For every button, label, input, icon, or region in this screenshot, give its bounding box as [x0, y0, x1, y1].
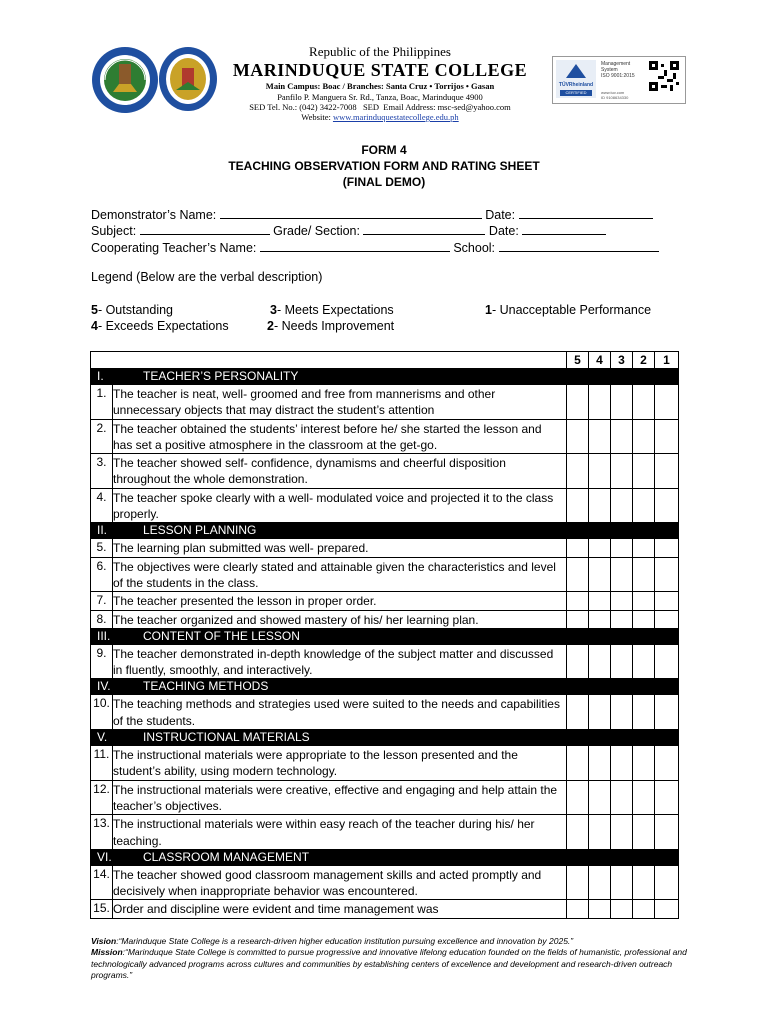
website-link[interactable]: www.marinduquestatecollege.edu.ph [332, 112, 459, 122]
criterion-number: 5. [91, 539, 113, 557]
criterion-text: The teacher demonstrated in-depth knowledge of the subject matter and discussed in fluently, smoothly, and interactively. [113, 644, 567, 679]
demonstrator-name-field[interactable] [220, 207, 482, 219]
criterion-text: Order and discipline were evident and time management was [113, 900, 567, 918]
rating-cell[interactable] [589, 644, 611, 679]
legend-title: Legend (Below are the verbal description) [91, 270, 323, 284]
section-number: VI. [91, 849, 113, 865]
rating-cell[interactable] [589, 488, 611, 523]
rating-cell[interactable] [589, 610, 611, 628]
criterion-row [91, 488, 679, 523]
section-title: CONTENT OF THE LESSON [113, 628, 679, 644]
criterion-row [91, 644, 679, 679]
campus-info: Main Campus: Boac / Branches: Santa Cruz • Torrijos • Gasan [265, 81, 495, 91]
rating-cell[interactable] [655, 900, 679, 918]
subject-row [91, 223, 606, 238]
rating-cell[interactable] [567, 644, 589, 679]
rating-cell[interactable] [567, 900, 589, 918]
college-name: MARINDUQUE STATE COLLEGE [232, 60, 528, 80]
rating-cell[interactable] [633, 695, 655, 730]
rating-cell[interactable] [589, 557, 611, 592]
criterion-text: The teacher showed good classroom management skills and acted promptly and decisively when inappropriate behavior was encountered. [113, 865, 567, 900]
rating-cell[interactable] [567, 385, 589, 420]
legend-item: 3- Meets Expectations [270, 303, 394, 317]
criterion-text: The instructional materials were appropriate to the lesson presented and the student’s ability, using modern technology. [113, 746, 567, 781]
section-header-row [91, 369, 679, 385]
tuv-logo [556, 60, 596, 98]
section-header-row [91, 523, 679, 539]
rating-cell[interactable] [633, 539, 655, 557]
criterion-number: 13. [91, 815, 113, 850]
criterion-number: 10. [91, 695, 113, 730]
criterion-text: The teacher showed self- confidence, dynamisms and cheerful disposition throughout the whole demonstration. [113, 454, 567, 489]
form-title: TEACHING OBSERVATION FORM AND RATING SHEET [228, 159, 540, 173]
criterion-text: The teacher is neat, well- groomed and free from mannerisms and other unnecessary objects that may distract the student’s attention [113, 385, 567, 420]
criterion-number: 11. [91, 746, 113, 781]
vision-label: Vision [91, 936, 117, 946]
rating-cell[interactable] [633, 610, 655, 628]
iso-text: Management System ISO 9001:2015 [601, 61, 635, 79]
criterion-row [91, 815, 679, 850]
rating-cell[interactable] [611, 419, 633, 454]
criterion-number: 15. [91, 900, 113, 918]
rating-cell[interactable] [567, 454, 589, 489]
grade-section-label: Grade/ Section: [269, 224, 364, 238]
rating-cell[interactable] [655, 592, 679, 610]
date-field[interactable] [519, 207, 653, 219]
criterion-number: 9. [91, 644, 113, 679]
section-title: INSTRUCTIONAL MATERIALS [113, 730, 679, 746]
rating-cell[interactable] [567, 780, 589, 815]
vision-mission [91, 936, 691, 981]
rating-cell[interactable] [655, 746, 679, 781]
tuv-text: TÜVRheinland [558, 82, 594, 88]
subject-field[interactable] [140, 223, 270, 235]
rating-cell[interactable] [589, 695, 611, 730]
demonstrator-label: Demonstrator’s Name: [91, 208, 220, 222]
criterion-text: The teacher presented the lesson in proper order. [113, 592, 567, 610]
criterion-text: The teacher spoke clearly with a well- modulated voice and projected it to the class properly. [113, 488, 567, 523]
cooperating-row [91, 240, 659, 255]
rating-scale-header: 1 [655, 352, 679, 369]
section-number: II. [91, 523, 113, 539]
website-label: Website: [301, 112, 333, 122]
criterion-row [91, 865, 679, 900]
certified-label: CERTIFIED [560, 90, 592, 96]
rating-cell[interactable] [589, 539, 611, 557]
grade-section-field[interactable] [363, 223, 485, 235]
rating-cell[interactable] [589, 900, 611, 918]
rating-cell[interactable] [633, 557, 655, 592]
legend-item: 5- Outstanding [91, 303, 173, 317]
republic-heading: Republic of the Philippines [309, 44, 451, 59]
rating-cell[interactable] [655, 488, 679, 523]
criterion-number: 4. [91, 488, 113, 523]
criterion-text: The instructional materials were creative, effective and engaging and help attain the teacher’s objectives. [113, 780, 567, 815]
contact-info: SED Tel. No.: (042) 3422-7008 SED Email Address: msc-sed@yahoo.com [249, 102, 511, 112]
rating-cell[interactable] [611, 454, 633, 489]
criterion-number: 3. [91, 454, 113, 489]
rating-header-row [91, 352, 679, 369]
rating-cell[interactable] [633, 385, 655, 420]
legend-item: 1- Unacceptable Performance [485, 303, 652, 317]
section-header-row [91, 730, 679, 746]
section-number: III. [91, 628, 113, 644]
rating-cell[interactable] [633, 780, 655, 815]
rating-cell[interactable] [655, 419, 679, 454]
rating-cell[interactable] [611, 592, 633, 610]
mission-label: Mission [91, 947, 123, 958]
rating-scale-header: 3 [611, 352, 633, 369]
rating-scale-header: 5 [567, 352, 589, 369]
rating-cell[interactable] [567, 865, 589, 900]
rating-cell[interactable] [655, 815, 679, 850]
college-seal-logo [91, 46, 159, 114]
criterion-row [91, 539, 679, 557]
criterion-row [91, 385, 679, 420]
rating-cell[interactable] [611, 644, 633, 679]
criterion-text: The instructional materials were within easy reach of the teacher during his/ her teaching. [113, 815, 567, 850]
section-title: TEACHER’S PERSONALITY [113, 369, 679, 385]
rating-cell[interactable] [611, 865, 633, 900]
criterion-number: 6. [91, 557, 113, 592]
cooperating-label: Cooperating Teacher’s Name: [91, 241, 260, 255]
rating-cell[interactable] [567, 815, 589, 850]
cert-id-text: www.tuv.com ID 9108634330 [601, 90, 629, 100]
criterion-number: 8. [91, 610, 113, 628]
rating-cell[interactable] [655, 695, 679, 730]
criterion-row [91, 557, 679, 592]
date-label-2: Date: [485, 224, 523, 238]
qr-code-icon [649, 61, 679, 91]
education-seal-logo [158, 46, 218, 112]
letterhead [0, 42, 768, 128]
rating-cell[interactable] [567, 488, 589, 523]
rating-cell[interactable] [633, 488, 655, 523]
rating-cell[interactable] [589, 592, 611, 610]
rating-cell[interactable] [567, 419, 589, 454]
college-address: Panfilo P. Manguera Sr. Rd., Tanza, Boac, Marinduque 4900 [277, 92, 483, 102]
rating-cell[interactable] [655, 385, 679, 420]
criterion-number: 1. [91, 385, 113, 420]
rating-cell[interactable] [589, 746, 611, 781]
rating-cell[interactable] [611, 610, 633, 628]
criterion-row [91, 695, 679, 730]
rating-cell[interactable] [567, 539, 589, 557]
section-title: CLASSROOM MANAGEMENT [113, 849, 679, 865]
mission-text: :“Marinduque State College is committed to pursue progressive and innovative lifelong education founded on the fields of humanistic, professional and technologically advanced programs across cultures and communities by establishing centers of excellence and development and research-driven outreach programs.” [91, 947, 687, 980]
subject-label: Subject: [91, 224, 140, 238]
rating-cell[interactable] [655, 539, 679, 557]
school-label: School: [449, 241, 499, 255]
vision-text: :“Marinduque State College is a research-driven higher education institution pursuing excellence and innovation by 2025.” [116, 936, 574, 946]
form-subtitle: (FINAL DEMO) [342, 175, 426, 189]
rating-cell[interactable] [633, 454, 655, 489]
criterion-text: The teacher obtained the students’ interest before he/ she started the lesson and has set a positive atmosphere in the classroom at the get-go. [113, 419, 567, 454]
cooperating-teacher-field[interactable] [260, 240, 450, 252]
section-header-row [91, 628, 679, 644]
rating-scale-header: 4 [589, 352, 611, 369]
legend-item: 4- Exceeds Expectations [91, 319, 229, 333]
rating-cell[interactable] [655, 644, 679, 679]
section-header-row [91, 849, 679, 865]
rating-cell[interactable] [611, 488, 633, 523]
section-header-row [91, 679, 679, 695]
section-number: V. [91, 730, 113, 746]
rating-cell[interactable] [611, 385, 633, 420]
rating-cell[interactable] [589, 815, 611, 850]
rating-cell[interactable] [633, 900, 655, 918]
section-number: IV. [91, 679, 113, 695]
criterion-text: The teacher organized and showed mastery of his/ her learning plan. [113, 610, 567, 628]
rating-cell[interactable] [567, 695, 589, 730]
criterion-row [91, 454, 679, 489]
date-field-2[interactable] [522, 223, 606, 235]
rating-cell[interactable] [633, 592, 655, 610]
website-line [215, 112, 545, 122]
rating-cell[interactable] [611, 780, 633, 815]
tuv-triangle-icon [566, 64, 586, 78]
rating-cell[interactable] [567, 610, 589, 628]
rating-cell[interactable] [655, 557, 679, 592]
legend-item: 2- Needs Improvement [267, 319, 395, 333]
rating-cell[interactable] [567, 746, 589, 781]
criterion-row [91, 610, 679, 628]
rating-cell[interactable] [589, 454, 611, 489]
rating-cell[interactable] [655, 865, 679, 900]
rating-table [90, 351, 679, 919]
certification-badge [552, 56, 686, 104]
rating-cell[interactable] [589, 780, 611, 815]
criterion-row [91, 592, 679, 610]
form-number: FORM 4 [361, 143, 407, 157]
criterion-number: 12. [91, 780, 113, 815]
date-label: Date: [481, 208, 519, 222]
criterion-text: The learning plan submitted was well- prepared. [113, 539, 567, 557]
rating-cell[interactable] [611, 815, 633, 850]
criterion-text: The teaching methods and strategies used were suited to the needs and capabilities of the students. [113, 695, 567, 730]
rating-cell[interactable] [655, 610, 679, 628]
criterion-text: The objectives were clearly stated and attainable given the characteristics and level of the students in the class. [113, 557, 567, 592]
criterion-row [91, 780, 679, 815]
school-field[interactable] [499, 240, 659, 252]
rating-cell[interactable] [589, 419, 611, 454]
criterion-row [91, 746, 679, 781]
rating-cell[interactable] [655, 780, 679, 815]
rating-cell[interactable] [567, 557, 589, 592]
header-blank-cell [91, 352, 567, 369]
rating-cell[interactable] [567, 592, 589, 610]
mission-statement [91, 947, 691, 981]
rating-cell[interactable] [611, 539, 633, 557]
section-number: I. [91, 369, 113, 385]
section-title: TEACHING METHODS [113, 679, 679, 695]
criterion-number: 7. [91, 592, 113, 610]
rating-cell[interactable] [633, 419, 655, 454]
rating-cell[interactable] [589, 385, 611, 420]
demonstrator-row [91, 207, 653, 222]
rating-cell[interactable] [633, 865, 655, 900]
rating-cell[interactable] [633, 746, 655, 781]
rating-cell[interactable] [633, 644, 655, 679]
criterion-number: 14. [91, 865, 113, 900]
criterion-row [91, 419, 679, 454]
criterion-number: 2. [91, 419, 113, 454]
criterion-row [91, 900, 679, 918]
rating-cell[interactable] [611, 557, 633, 592]
rating-cell[interactable] [611, 695, 633, 730]
section-title: LESSON PLANNING [113, 523, 679, 539]
rating-cell[interactable] [633, 815, 655, 850]
rating-scale-header: 2 [633, 352, 655, 369]
vision-statement [91, 936, 691, 947]
rating-cell[interactable] [589, 865, 611, 900]
rating-cell[interactable] [655, 454, 679, 489]
rating-cell[interactable] [611, 746, 633, 781]
rating-cell[interactable] [611, 900, 633, 918]
